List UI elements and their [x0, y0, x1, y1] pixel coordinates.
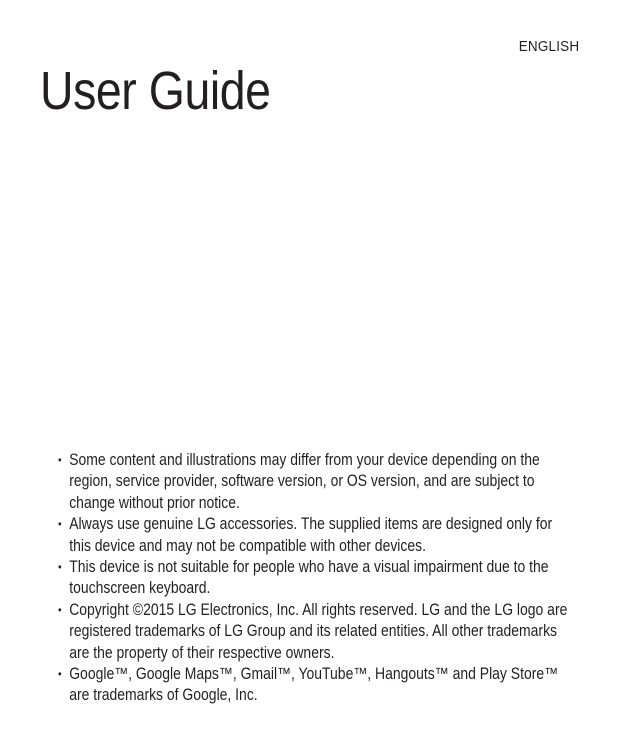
notice-item-visual-impairment: • This device is not suitable for people who have a visual impairment due to the touchscreen keyboard. [58, 557, 575, 600]
notice-item-google-trademarks: • Google™, Google Maps™, Gmail™, YouTube™, Hangouts™ and Play Store™ are trademarks of Google, Inc. [58, 664, 575, 707]
page-title: User Guide [40, 61, 271, 121]
notice-list [58, 450, 575, 707]
notice-item-genuine-accessories: • Always use genuine LG accessories. The supplied items are designed only for this device and may not be compatible with other devices. [58, 514, 575, 557]
language-label: ENGLISH [518, 38, 579, 55]
notice-item-copyright: • Copyright ©2015 LG Electronics, Inc. All rights reserved. LG and the LG logo are registered trademarks of LG Group and its related entities. All other trademarks are the property of their respective owners. [58, 600, 575, 664]
notice-item-content-variation: • Some content and illustrations may differ from your device depending on the region, service provider, software version, or OS version, and are subject to change without prior notice. [58, 450, 575, 514]
